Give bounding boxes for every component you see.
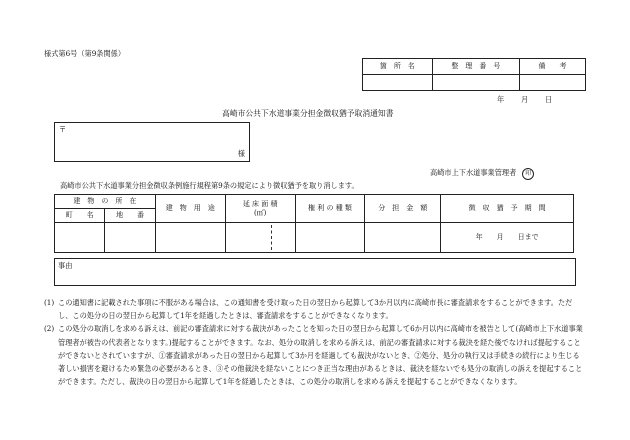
seal-icon: 印 [522,168,534,180]
location-header: 建 物 の 所 在 [55,195,156,209]
reference-number-header: 整 理 番 号 [432,59,519,75]
page-title: 高崎市公共下水道事業分担金徴収猶予取消通知書 [222,109,394,118]
note-number: (1) [44,298,55,307]
remarks-header: 備 考 [520,59,586,75]
reference-number-cell[interactable] [432,75,519,91]
note-item [44,296,584,322]
floor-area-unit: (㎡) [253,208,267,217]
floor-area-header [225,195,295,223]
remarks-cell[interactable] [520,75,586,91]
amount-header: 分 担 金 額 [365,195,441,223]
deferral-header: 徴 収 猶 予 期 間 [441,195,574,223]
postal-mark: 〒 [59,125,67,134]
form-label: 様式第6号（第9条関係） [44,49,126,58]
date-year: 年 [497,95,505,104]
floor-area-cell[interactable] [225,223,295,253]
office-table [362,58,586,91]
issuer-name: 高崎市上下水道事業管理者 [430,168,517,177]
use-cell[interactable] [155,223,225,253]
notes-section [44,296,584,388]
note-text: この通知書に記載された事項に不服がある場合は、この通知書を受け取った日の翌日から起算して3か月以内に高崎市長に審査請求をすることができます。ただし、この処分の日の翌日から起算して1年を経過したときは、審査請求をすることができなくなります。 [58,298,573,321]
date-month: 月 [521,95,529,104]
note-item [44,322,584,388]
decimal-divider [271,225,272,250]
office-name-header: 箇 所 名 [363,59,433,75]
note-text: この処分の取消しを求める訴えは、前記の審査請求に対する裁決があったことを知った日の翌日から起算して6か月以内に高崎市を被告として(高崎市上下水道事業管理者が被告の代表者となります。)提起することができます。なお、処分の取消しを求める訴えは、前記の審査請求に対する裁決を経た後でなければ提起することができないとされていますが、①審査請求があった日の翌日から起算して3か月を経過しても裁決がないとき、②処分、処分の執行又は手続きの続行により生じる著しい損害を避けるため緊急の必要があるとき、③その他裁決を経ないことにつき正当な理由があるときは、裁決を経ないでも処分の取消しの訴えを提起することができます。ただし、裁決の日の翌日から起算して1年を経過したときは、この処分の取消しを求める訴えを提起することができなくなります。 [58,324,583,387]
rights-cell[interactable] [295,223,365,253]
note-number: (2) [44,324,55,334]
addressee-honorific: 様 [237,149,245,159]
rights-header: 権 利 の 種 類 [295,195,365,223]
reason-box[interactable] [54,258,576,286]
intro-text: 高崎市公共下水道事業分担金徴収条例施行規程第9条の規定により徴収猶予を取り消します。 [60,181,359,190]
use-header: 建 物 用 途 [155,195,225,223]
issuer-line [430,168,534,180]
lot-cell[interactable] [105,223,155,253]
amount-cell[interactable] [365,223,441,253]
reason-label: 事由 [58,261,73,270]
main-table [54,194,574,253]
office-name-cell[interactable] [363,75,433,91]
addressee-box[interactable] [54,122,250,162]
town-cell[interactable] [55,223,105,253]
deferral-cell[interactable]: 年 月 日まで [441,223,574,253]
date-day: 日 [545,95,553,104]
lot-header: 地 番 [105,209,155,223]
town-header: 町 名 [55,209,105,223]
floor-area-label: 延 床 面 積 [242,200,278,209]
